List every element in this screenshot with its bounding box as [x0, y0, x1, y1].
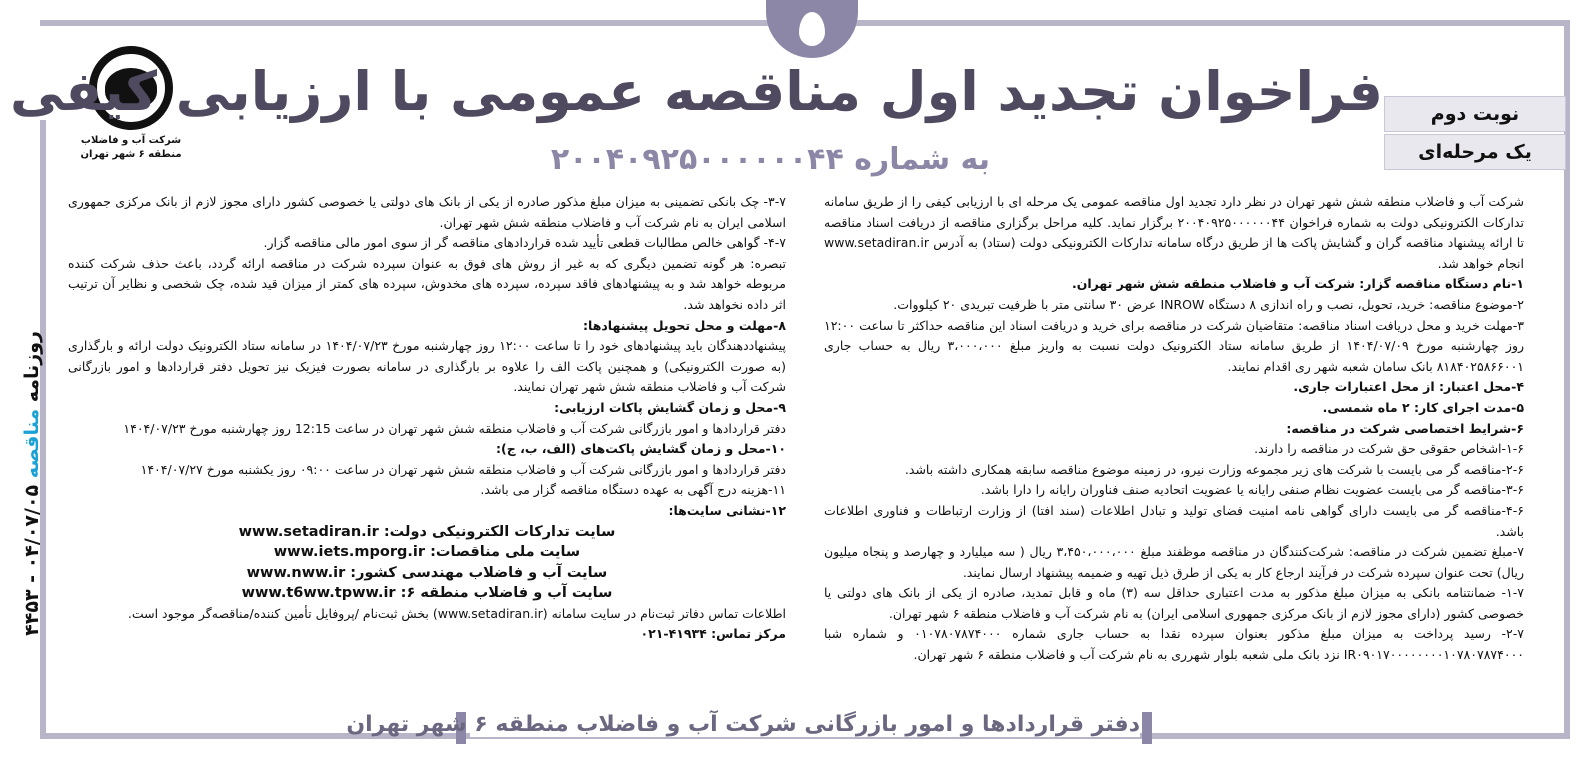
page-title: فراخوان تجدید اول مناقصه عمومی با ارزیابی کیفی — [10, 60, 1383, 123]
item-9-heading: ۹-محل و زمان گشایش پاکات ارزیابی: — [554, 399, 786, 415]
item-7: ۷-مبلغ تضمین شرکت در مناقصه: شرکت‌کنندگان در مناقصه موظفند مبلغ ۳،۴۵۰،۰۰۰،۰۰۰ ریال ( سه میلیارد و چهارصد و پنجاه میلیون ریال) تحت عنوان سپرده شرکت در فرآیند ارجاع کار به یکی از طرق ذیل تهیه و ضمیمه پیشنهاد ارسال نمایند. — [824, 544, 1524, 580]
item-10-heading: ۱۰-محل و زمان گشایش پاکت‌های (الف، ب، ج): — [496, 441, 786, 457]
badge-stage: یک مرحله‌ای — [1384, 134, 1566, 170]
item-1: ۱-نام دستگاه مناقصه گزار: شرکت آب و فاضلاب منطقه شش شهر تهران. — [1071, 276, 1524, 292]
issue-info: ۰۴/۰۷/۰۵ - ۴۴۵۳ — [21, 484, 43, 636]
item-7-3: ۳-۷- چک بانکی تضمینی به میزان مبلغ مذکور صادره از یکی از بانک های دولتی یا خصوصی کشور دارای مجوز لازم از بانک مرکزی جمهوری اسلامی ایران به نام شرکت آب و فاضلاب منطقه شش شهر تهران. — [68, 194, 786, 230]
footer-bar-right — [1142, 712, 1152, 744]
call-center: مرکز تماس: ۴۱۹۳۴-۰۲۱ — [640, 626, 786, 642]
site-setad[interactable]: سایت تدارکات الکترونیکی دولت: www.setadiran.ir — [238, 523, 616, 540]
logo-line1: شرکت آب و فاضلاب — [80, 135, 182, 146]
item-6-heading: ۶-شرایط اختصاصی شرکت در مناقصه: — [1286, 420, 1524, 436]
item-5: ۵-مدت اجرای کار: ۲ ماه شمسی. — [1322, 399, 1524, 415]
tender-number: به شماره ۲۰۰۴۰۹۲۵۰۰۰۰۰۰۴۴ — [550, 142, 990, 177]
newspaper-stamp — [21, 331, 43, 636]
item-4: ۴-محل اعتبار: از محل اعتبارات جاری. — [1293, 379, 1524, 395]
site-t6ww[interactable]: سایت آب و فاضلاب منطقه ۶: www.t6ww.tpww.ir — [241, 585, 613, 602]
item-6-2: ۲-۶-مناقصه گر می بایست با شرکت های زیر مجموعه وزارت نیرو، در زمینه موضوع مناقصه سابقه همکاری داشته باشد. — [904, 461, 1524, 477]
item-7-1: ۱-۷- ضمانتنامه بانکی به میزان مبلغ مذکور به مدت اعتباری حداقل سه (۳) ماه و قابل تمدید، صادره از یکی از بانک های دولتی یا خصوصی کشور (دارای مجوز لازم از بانک مرکزی جمهوری اسلامی ایران) به نام شرکت آب و فاضلاب منطقه ۶ شهر تهران. — [824, 585, 1524, 621]
item-6-3: ۳-۶-مناقصه گر می بایست عضویت نظام صنفی رایانه یا عضویت اتحادیه صنف فناوران رایانه را دارا باشد. — [980, 482, 1524, 498]
item-7-4: ۴-۷- گواهی خالص مطالبات قطعی تأیید شده قراردادهای مناقصه گر از سوی امور مالی مناقصه گزار. — [263, 235, 786, 251]
intro-paragraph: شرکت آب و فاضلاب منطقه شش شهر تهران در نظر دارد تجدید اول مناقصه عمومی یک مرحله ای با ارزیابی کیفی را از طریق سامانه تدارکات الکترونیکی دولت به شماره فراخوان ۲۰۰۴۰۹۲۵۰۰۰۰۰۰۴۴ برگزار نماید. کلیه مراحل برگزاری مناقصه از دریافت اسناد مناقصه تا ارائه پیشنهاد مناقصه گران و گشایش پاکت ها از طریق درگاه سامانه تدارکات الکترونیکی دولت (ستاد) به آدرس www.setadiran.ir انجام خواهد شد. — [824, 194, 1524, 271]
newspaper-label: روزنامه — [21, 331, 43, 403]
contact-info: اطلاعات تماس دفاتر ثبت‌نام در سایت سامانه (www.setadiran.ir) بخش ثبت‌نام /پروفایل تأمین کننده/مناقصه‌گر موجود است. — [127, 605, 786, 621]
site-iets[interactable]: سایت ملی مناقصات: www.iets.mporg.ir — [273, 544, 581, 561]
item-3: ۳-مهلت خرید و محل دریافت اسناد مناقصه: متقاضیان شرکت در مناقصه برای خرید و دریافت اسناد این مناقصه حداکثر تا ساعت ۱۲:۰۰ روز چهارشنبه مورخ ۱۴۰۴/۰۷/۰۹ از طریق سامانه ستاد الکترونیک دولت نسبت به واریز مبلغ ۳،۰۰۰،۰۰۰ ریال به حساب جاری ۸۱۸۴۰۲۵۸۶۶۰۰۱ بانک سامان شعبه شهر ری اقدام نمایند. — [824, 317, 1525, 374]
item-7-2: ۲-۷- رسید پرداخت به میزان مبلغ مذکور بعنوان سپرده نقدا به حساب جاری شماره ۰۱۰۷۸۰۷۸۷۴۰۰۰ و شماره شبا IR۰۹۰۱۷۰۰۰۰۰۰۰۰۱۰۷۸۰۷۸۷۴۰۰۰ نزد بانک ملی شعبه بلوار شهرری به نام شرکت آب و فاضلاب منطقه ۶ شهر تهران. — [824, 626, 1524, 663]
item-10-text: دفتر قراردادها و امور بازرگانی شرکت آب و فاضلاب منطقه شش شهر تهران در ساعت ۰۹:۰۰ روز یکشنبه مورخ ۱۴۰۴/۰۷/۲۷ — [140, 461, 786, 477]
note-paragraph: تبصره: هر گونه تضمین دیگری که به غیر از روش های فوق به عنوان سپرده شرکت در مناقصه ارائه گردد، باعث حذف شرکت کننده مربوطه خواهد شد و به پیشنهادهای فاقد سپرده، سپرده های مخدوش، سپرده های کمتر از میزان قید شده، چک شخصی و نظایر آن ترتیب اثر داده نخواهد شد. — [68, 255, 786, 312]
site-nww[interactable]: سایت آب و فاضلاب مهندسی کشور: www.nww.ir — [246, 564, 608, 581]
item-12-heading: ۱۲-نشانی سایت‌ها: — [668, 502, 786, 518]
left-column — [68, 192, 786, 645]
newspaper-name: مناقصه — [21, 408, 43, 479]
footer-text: دفتر قراردادها و امور بازرگانی شرکت آب و فاضلاب منطقه ۶ شهر تهران — [346, 712, 1140, 737]
drop-tab — [766, 0, 858, 58]
right-column — [824, 192, 1524, 666]
item-2: ۲-موضوع مناقصه: خرید، تحویل، نصب و راه اندازی ۸ دستگاه INROW عرض ۳۰ سانتی متر با ظرفیت تبریدی ۲۰ کیلووات. — [893, 296, 1524, 312]
side-strip — [10, 330, 50, 636]
logo-line2: منطقه ۶ شهر تهران — [80, 149, 182, 160]
item-6-4: ۴-۶-مناقصه گر می بایست دارای گواهی نامه امنیت فضای تولید و تبادل اطلاعات (سند افتا) از وزارت ارتباطات و فناوری اطلاعات باشد. — [824, 502, 1524, 539]
badge-round: نوبت دوم — [1384, 96, 1566, 132]
item-6-1: ۱-۶-اشخاص حقوقی حق شرکت در مناقصه را دارند. — [1254, 441, 1524, 457]
item-11: ۱۱-هزینه درج آگهی به عهده دستگاه مناقصه گزار می باشد. — [480, 482, 786, 498]
item-8-heading: ۸-مهلت و محل تحویل پیشنهادها: — [583, 317, 786, 333]
item-9-text: دفتر قراردادها و امور بازرگانی شرکت آب و فاضلاب منطقه شش شهر تهران در ساعت 12:15 روز چهارشنبه مورخ ۱۴۰۴/۰۷/۲۳ — [123, 420, 786, 436]
item-8-text: پیشنهاددهندگان باید پیشنهادهای خود را تا ساعت ۱۲:۰۰ روز چهارشنبه مورخ ۱۴۰۴/۰۷/۲۳ در سامانه ستاد الکترونیک دولت ارائه و بارگذاری (به صورت الکترونیکی) و همچنین پاکت الف را علاوه بر بارگذاری در سامانه بصورت فیزیک نیز تحویل دفتر قراردادها و امور بازرگانی شرکت آب و فاضلاب منطقه شش شهر تهران نمایند. — [68, 338, 786, 395]
water-drop-icon — [799, 12, 825, 46]
